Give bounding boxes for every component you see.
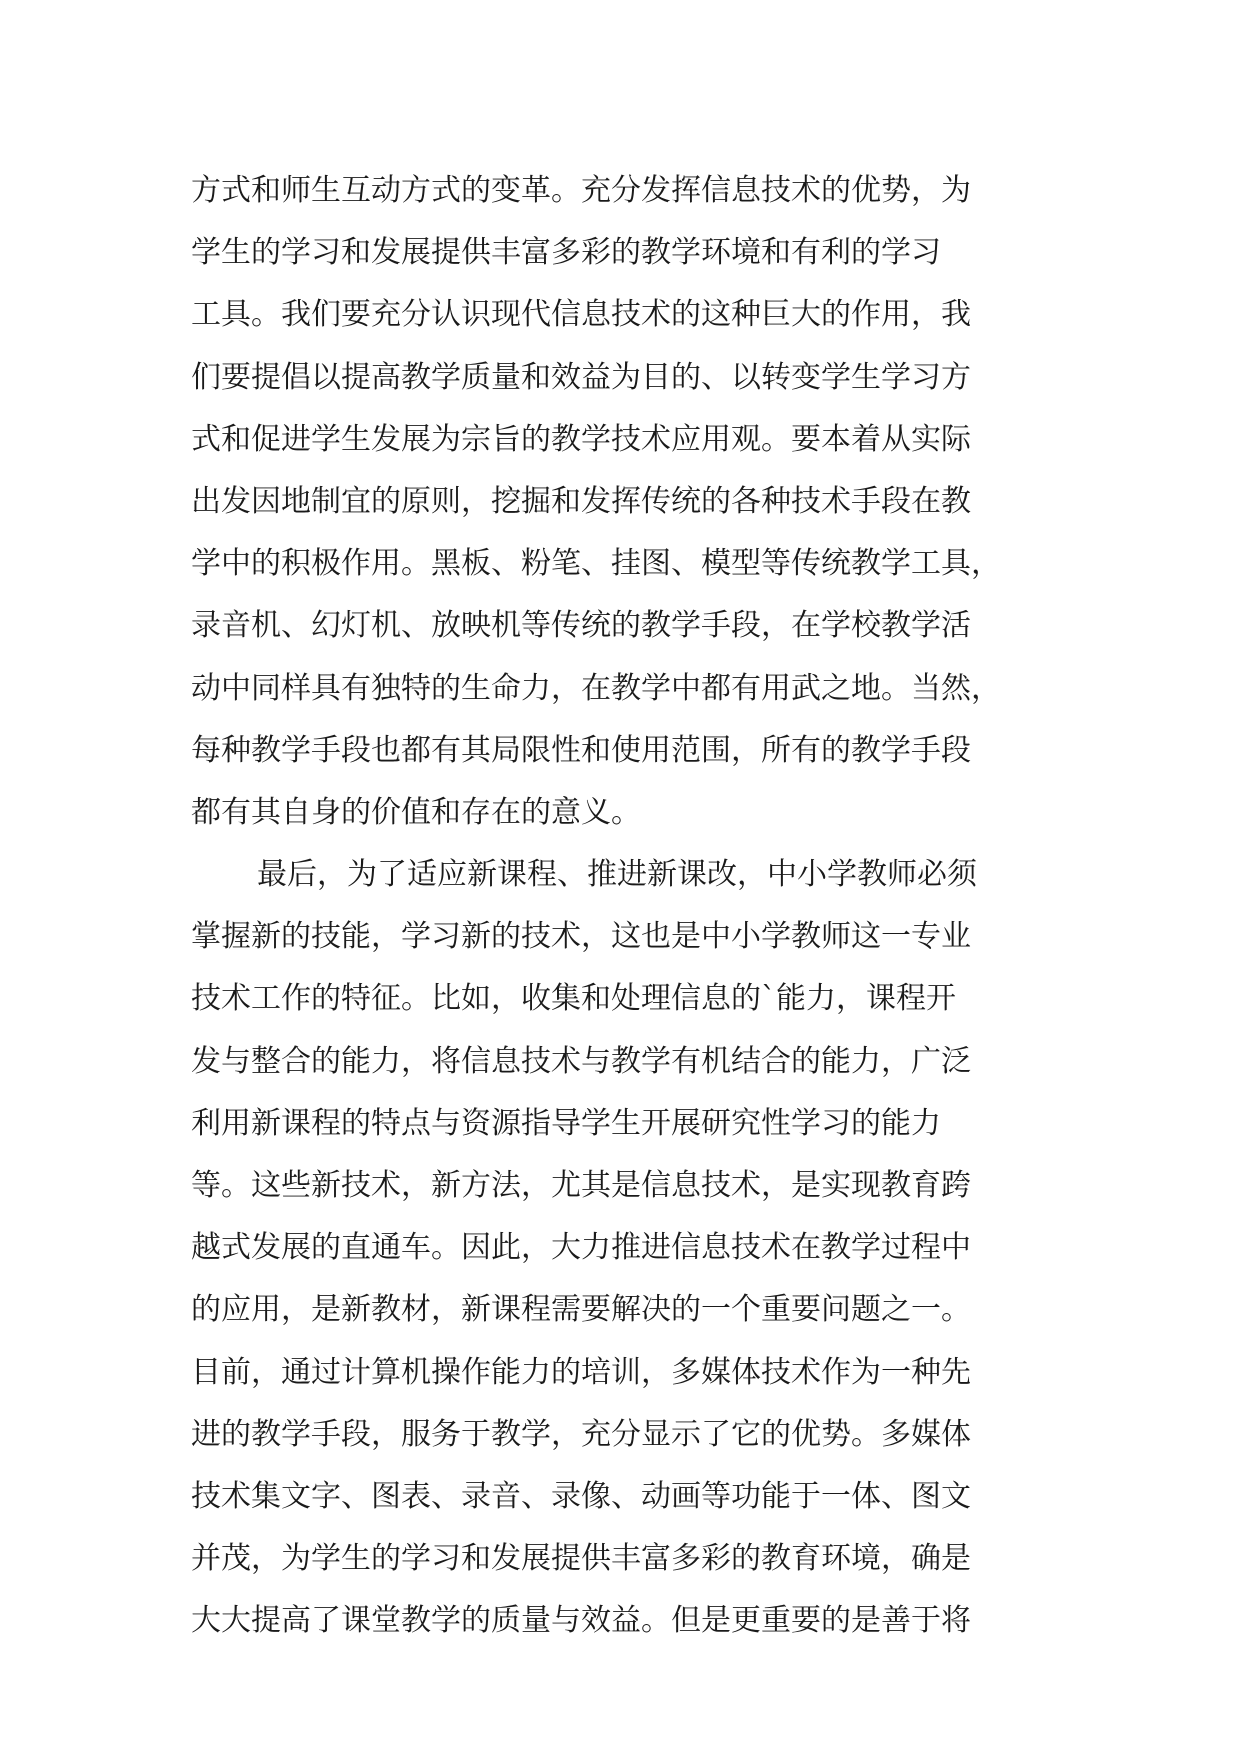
paragraph-2-line-7: 越式发展的直通车。因此，大力推进信息技术在教学过程中 — [191, 1230, 971, 1266]
paragraph-1-line-7: 学中的积极作用。黑板、粉笔、挂图、模型等传统教学工具， — [191, 546, 1001, 582]
paragraph-2-line-12: 并茂，为学生的学习和发展提供丰富多彩的教育环境，确是 — [191, 1541, 971, 1577]
body-text — [191, 160, 1071, 1653]
paragraph-2-line-13: 大大提高了课堂教学的质量与效益。但是更重要的是善于将 — [191, 1603, 971, 1639]
paragraph-2-line-3: 技术工作的特征。比如，收集和处理信息的`能力，课程开 — [191, 981, 956, 1017]
paragraph-1-line-10: 每种教学手段也都有其局限性和使用范围，所有的教学手段 — [191, 732, 971, 768]
paragraph-2-line-9: 目前，通过计算机操作能力的培训，多媒体技术作为一种先 — [191, 1354, 971, 1390]
paragraph-1-line-11: 都有其自身的价值和存在的意义。 — [191, 794, 641, 830]
paragraph-1-line-8: 录音机、幻灯机、放映机等传统的教学手段，在学校教学活 — [191, 608, 971, 644]
paragraph-2-line-8: 的应用，是新教材，新课程需要解决的一个重要问题之一。 — [191, 1292, 971, 1328]
paragraph-1-line-2: 学生的学习和发展提供丰富多彩的教学环境和有利的学习 — [191, 235, 941, 271]
paragraph-1-line-3: 工具。我们要充分认识现代信息技术的这种巨大的作用，我 — [191, 297, 971, 333]
paragraph-2-line-1: 最后，为了适应新课程、推进新课改，中小学教师必须 — [257, 857, 977, 893]
paragraph-2-line-6: 等。这些新技术，新方法，尤其是信息技术，是实现教育跨 — [191, 1168, 971, 1203]
paragraph-1-line-9: 动中同样具有独特的生命力，在教学中都有用武之地。当然， — [191, 670, 1001, 706]
paragraph-1-line-5: 式和促进学生发展为宗旨的教学技术应用观。要本着从实际 — [191, 421, 971, 457]
paragraph-2-line-5: 利用新课程的特点与资源指导学生开展研究性学习的能力 — [191, 1105, 941, 1141]
paragraph-2-line-10: 进的教学手段，服务于教学，充分显示了它的优势。多媒体 — [191, 1416, 971, 1452]
paragraph-2-line-11: 技术集文字、图表、录音、录像、动画等功能于一体、图文 — [191, 1478, 971, 1514]
paragraph-1-line-1: 方式和师生互动方式的变革。充分发挥信息技术的优势，为 — [191, 173, 971, 208]
paragraph-2-line-2: 掌握新的技能，学习新的技术，这也是中小学教师这一专业 — [191, 919, 971, 955]
paragraph-1-line-6: 出发因地制宜的原则，挖掘和发挥传统的各种技术手段在教 — [191, 483, 971, 519]
paragraph-2-line-4: 发与整合的能力，将信息技术与教学有机结合的能力，广泛 — [191, 1043, 971, 1079]
paragraph-1-line-4: 们要提倡以提高教学质量和效益为目的、以转变学生学习方 — [191, 359, 971, 395]
